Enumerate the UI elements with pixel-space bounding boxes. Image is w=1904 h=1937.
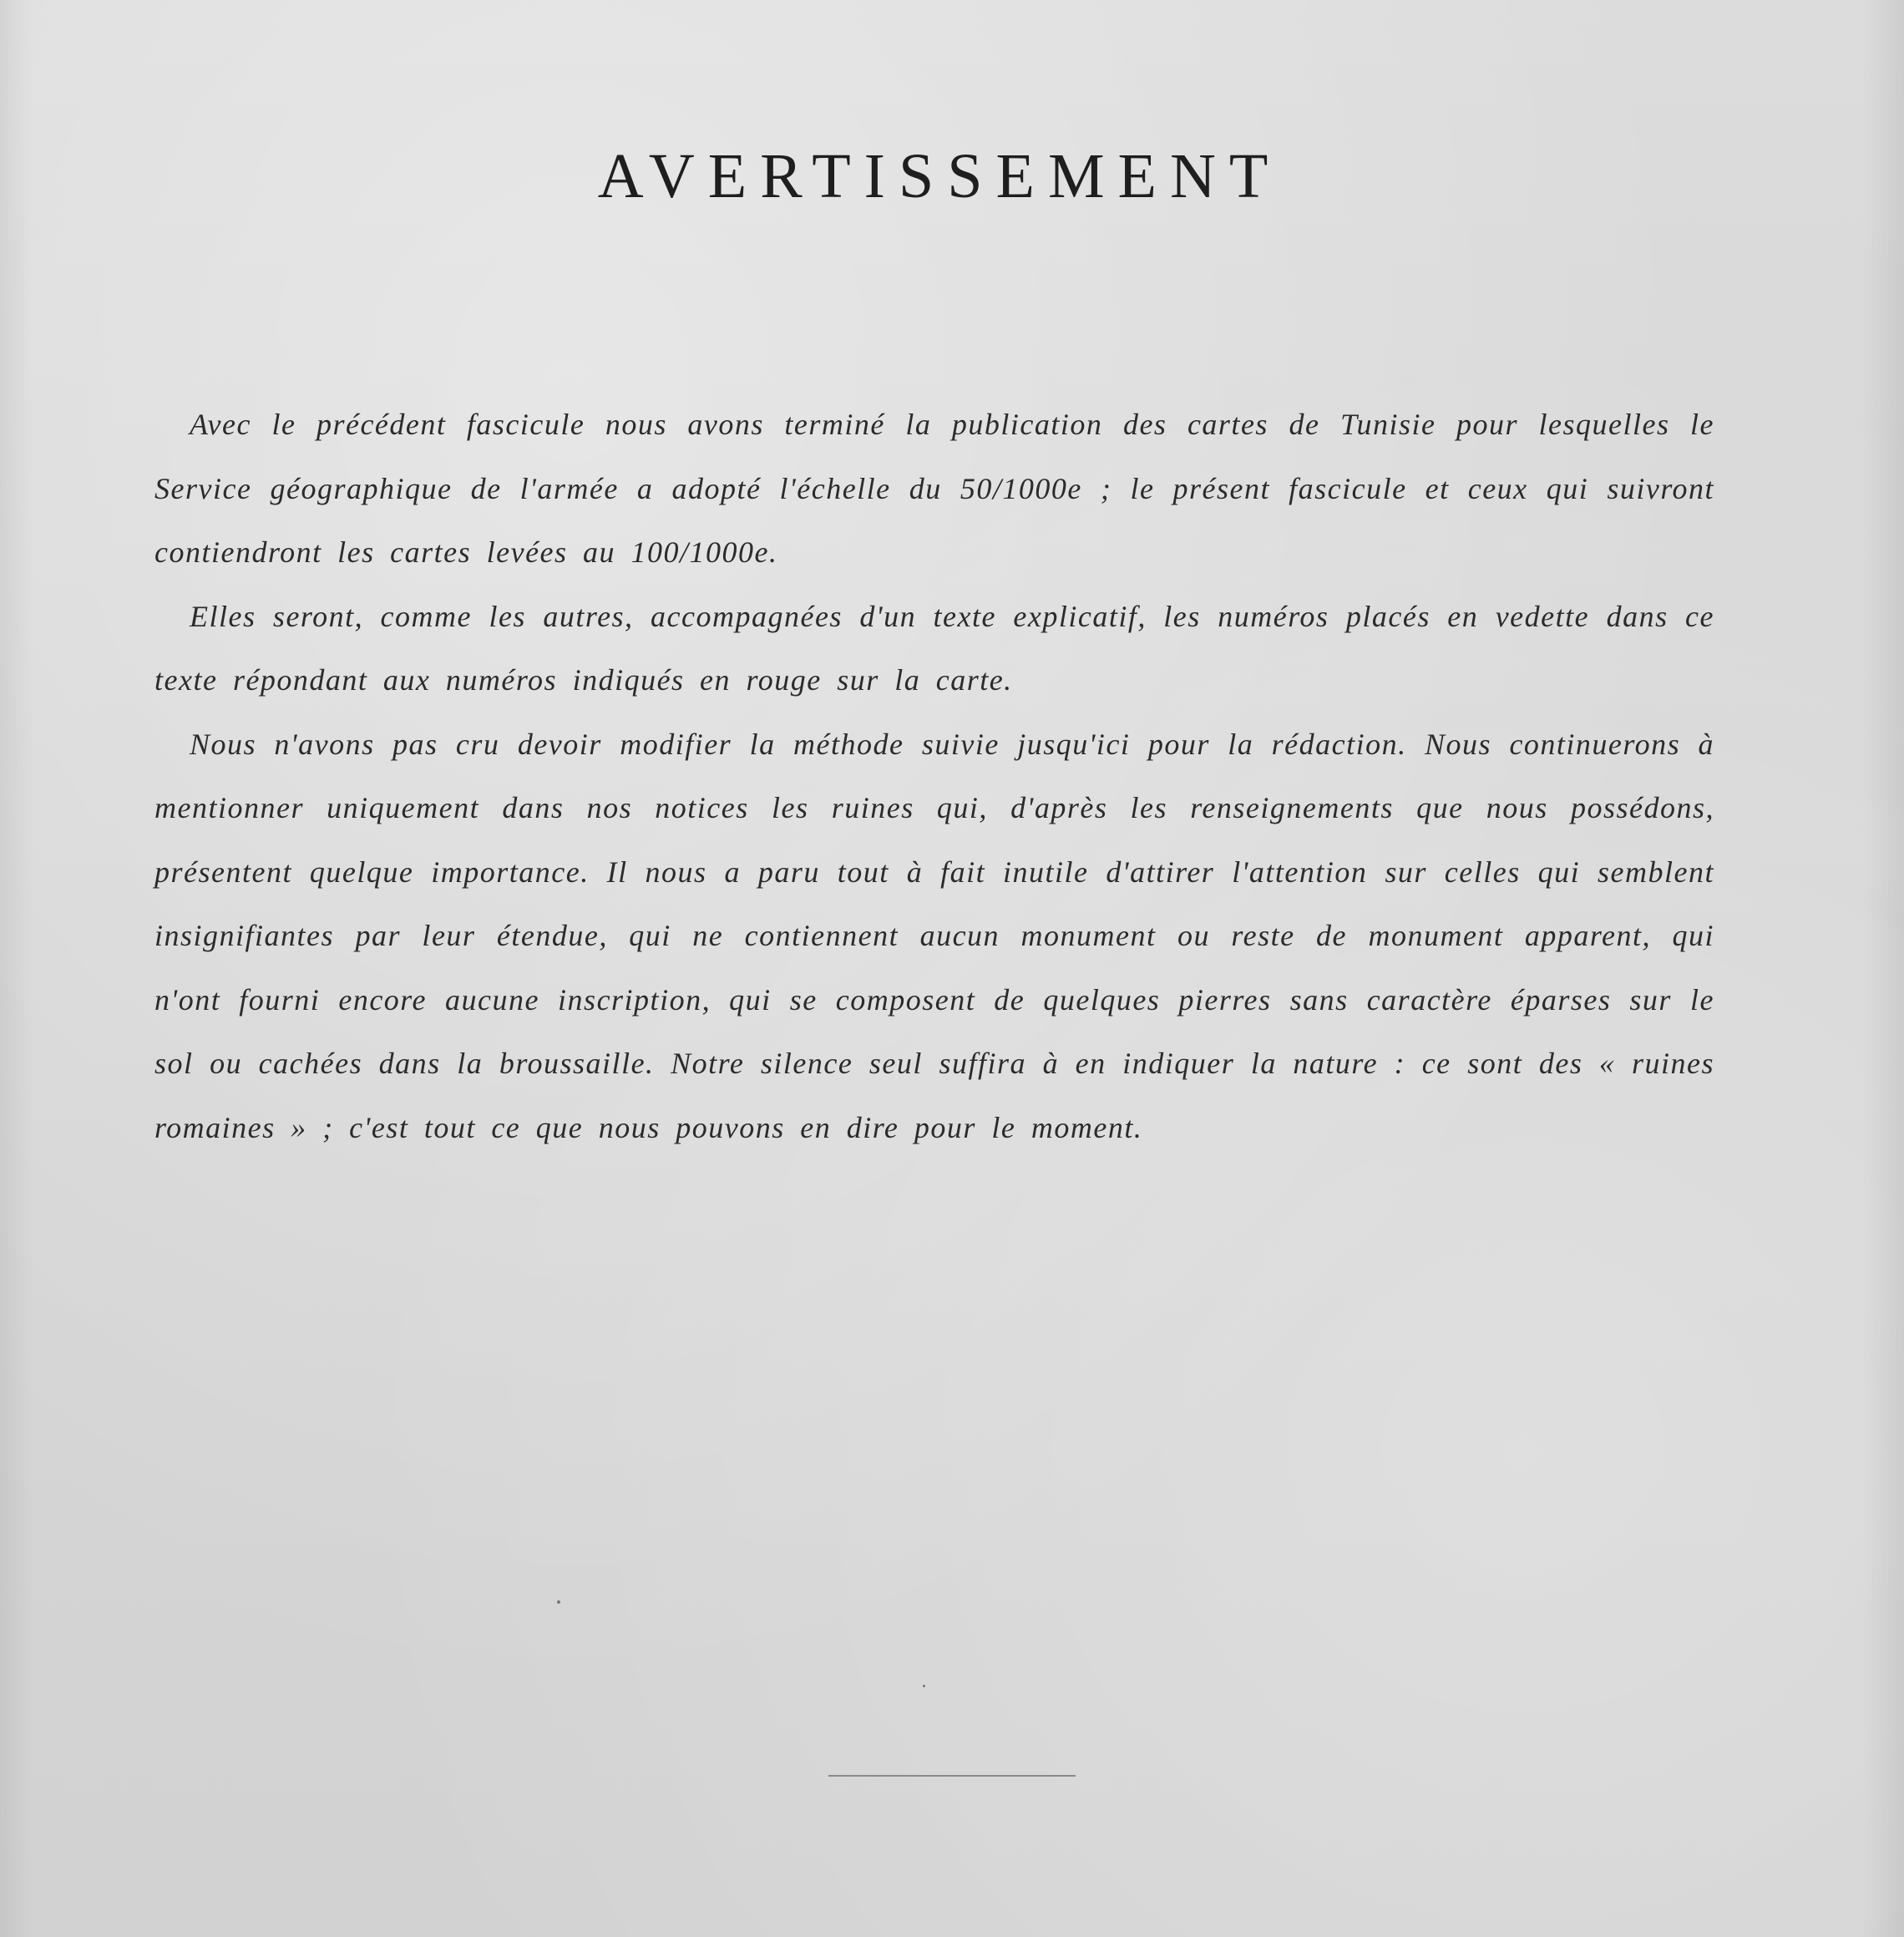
body-text: [154, 393, 1714, 1159]
paragraph-1: Avec le précédent fascicule nous avons terminé la publication des cartes de Tunisie pour lesquelles le Service géographique de l'armée a adopté l'échelle du 50/1000e ; le présent fascicule et ceux qui suivront contiendront les cartes levées au 100/1000e.: [154, 408, 1714, 569]
paper-speck: [923, 1685, 925, 1687]
page-title: AVERTISSEMENT: [597, 141, 1282, 211]
end-rule-divider: [828, 1775, 1076, 1777]
paragraph-3: Nous n'avons pas cru devoir modifier la méthode suivie jusqu'ici pour la rédaction. Nous continuerons à mentionner uniquement dans nos notices les ruines qui, d'après les renseignements que nous possédons, présentent quelque importance. Il nous a paru tout à fait inutile d'attirer l'attention sur celles qui semblent insignifiantes par leur étendue, qui ne contiennent aucun monument ou reste de monument apparent, qui n'ont fourni encore aucune inscription, qui se composent de quelques pierres sans caractère éparses sur le sol ou cachées dans la broussaille. Notre silence seul suffira à en indiquer la nature : ce sont des « ruines romaines » ; c'est tout ce que nous pouvons en dire pour le moment.: [154, 727, 1714, 1144]
paragraph-2: Elles seront, comme les autres, accompagnées d'un texte explicatif, les numéros placés en vedette dans ce texte répondant aux numéros indiqués en rouge sur la carte.: [154, 599, 1714, 697]
paper-speck: [557, 1600, 560, 1604]
